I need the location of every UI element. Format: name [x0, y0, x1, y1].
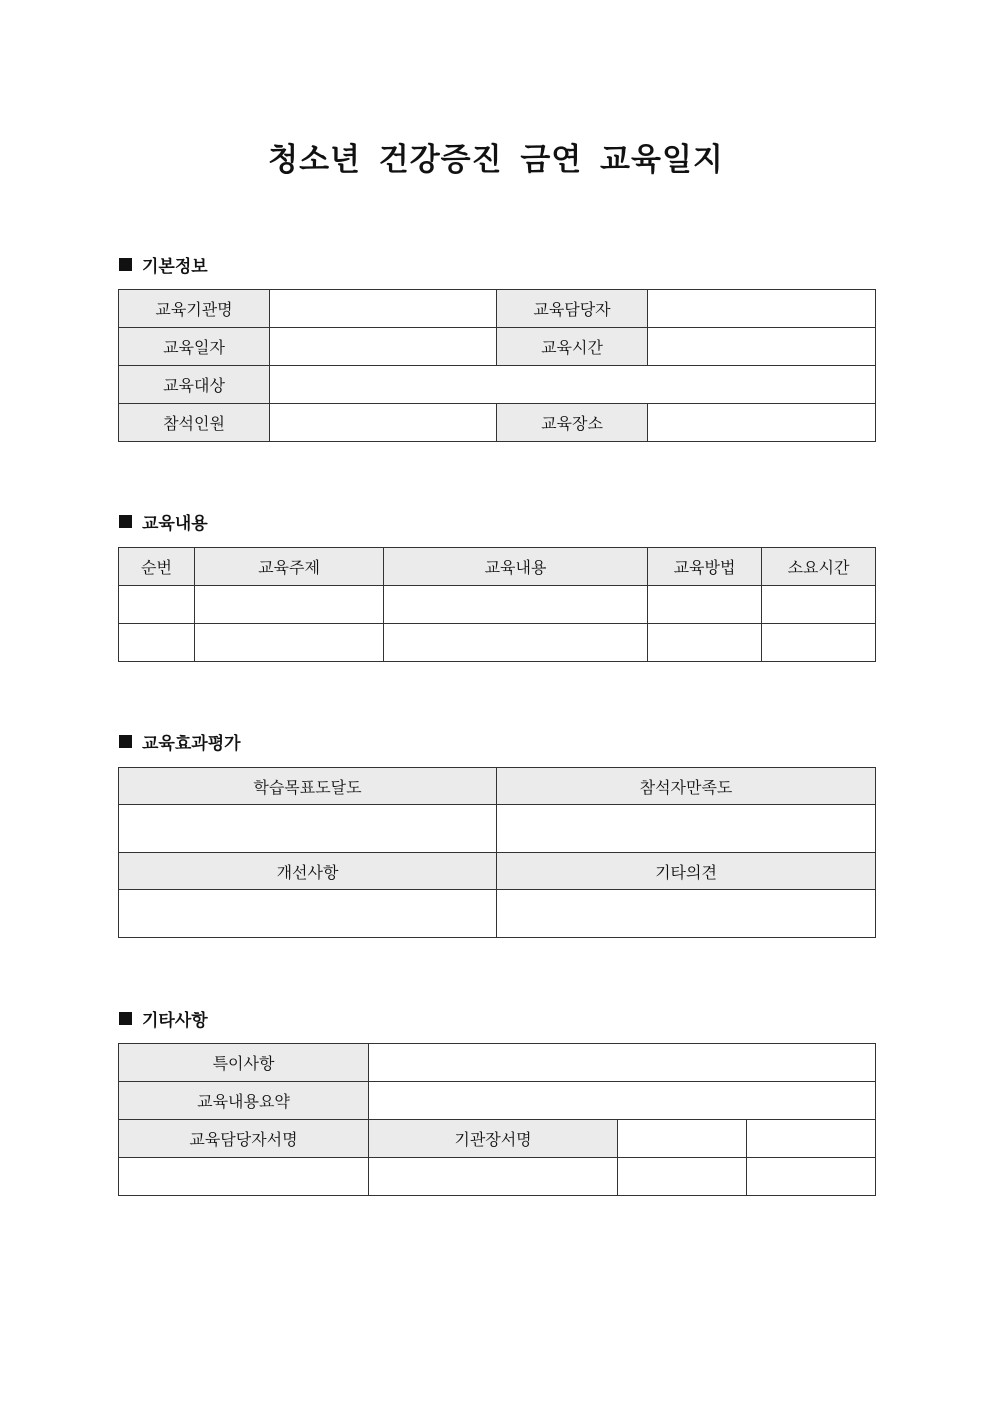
place-field[interactable] [648, 404, 876, 442]
section-heading-label: 기타사항 [142, 1010, 208, 1031]
attendees-field[interactable] [270, 404, 497, 442]
section-heading-basic-info [119, 252, 208, 276]
table-cell[interactable] [762, 624, 876, 662]
section-heading-label: 기본정보 [142, 256, 208, 277]
square-bullet-icon [119, 515, 132, 528]
table-cell[interactable] [648, 586, 762, 624]
special-label: 특이사항 [119, 1044, 369, 1082]
table-cell[interactable] [648, 624, 762, 662]
summary-label: 교육내용요약 [119, 1082, 369, 1120]
table-cell[interactable] [762, 586, 876, 624]
table-cell[interactable] [195, 624, 384, 662]
table-row [119, 366, 876, 404]
table-cell[interactable] [384, 624, 648, 662]
table-row [119, 586, 876, 624]
manager-field[interactable] [648, 290, 876, 328]
goal-label: 학습목표도달도 [119, 768, 497, 805]
table-header-row [119, 548, 876, 586]
column-header: 소요시간 [762, 548, 876, 586]
place-label: 교육장소 [497, 404, 648, 442]
square-bullet-icon [119, 258, 132, 271]
table-header-row [119, 853, 876, 890]
head-sign-field[interactable] [369, 1158, 618, 1196]
section-heading-evaluation [119, 729, 241, 753]
target-field[interactable] [270, 366, 876, 404]
table-row [119, 1158, 876, 1196]
institution-label: 교육기관명 [119, 290, 270, 328]
other-opinion-label: 기타의견 [497, 853, 876, 890]
section-heading-content [119, 509, 208, 533]
table-cell[interactable] [618, 1120, 747, 1158]
section-heading-label: 교육내용 [142, 513, 208, 534]
date-label: 교육일자 [119, 328, 270, 366]
table-row [119, 1082, 876, 1120]
table-header-row [119, 1120, 876, 1158]
table-cell[interactable] [747, 1158, 876, 1196]
special-field[interactable] [369, 1044, 876, 1082]
column-header: 교육주제 [195, 548, 384, 586]
other-opinion-field[interactable] [497, 890, 876, 938]
table-row [119, 890, 876, 938]
summary-field[interactable] [369, 1082, 876, 1120]
date-field[interactable] [270, 328, 497, 366]
table-cell[interactable] [747, 1120, 876, 1158]
satisfaction-field[interactable] [497, 805, 876, 853]
content-table [118, 547, 876, 662]
target-label: 교육대상 [119, 366, 270, 404]
table-row [119, 290, 876, 328]
table-row [119, 328, 876, 366]
head-sign-label: 기관장서명 [369, 1120, 618, 1158]
table-cell[interactable] [384, 586, 648, 624]
time-field[interactable] [648, 328, 876, 366]
table-cell[interactable] [119, 624, 195, 662]
table-row [119, 805, 876, 853]
table-cell[interactable] [119, 586, 195, 624]
manager-label: 교육담당자 [497, 290, 648, 328]
institution-field[interactable] [270, 290, 497, 328]
square-bullet-icon [119, 1012, 132, 1025]
basic-info-table [118, 289, 876, 442]
column-header: 순번 [119, 548, 195, 586]
table-row [119, 404, 876, 442]
table-cell[interactable] [195, 586, 384, 624]
satisfaction-label: 참석자만족도 [497, 768, 876, 805]
manager-sign-label: 교육담당자서명 [119, 1120, 369, 1158]
table-row [119, 1044, 876, 1082]
evaluation-table [118, 767, 876, 938]
improvement-field[interactable] [119, 890, 497, 938]
table-row [119, 624, 876, 662]
section-heading-etc [119, 1006, 208, 1030]
section-heading-label: 교육효과평가 [142, 733, 241, 754]
table-header-row [119, 768, 876, 805]
column-header: 교육내용 [384, 548, 648, 586]
column-header: 교육방법 [648, 548, 762, 586]
attendees-label: 참석인원 [119, 404, 270, 442]
manager-sign-field[interactable] [119, 1158, 369, 1196]
page-title: 청소년 건강증진 금연 교육일지 [268, 142, 724, 178]
square-bullet-icon [119, 735, 132, 748]
improvement-label: 개선사항 [119, 853, 497, 890]
table-cell[interactable] [618, 1158, 747, 1196]
goal-field[interactable] [119, 805, 497, 853]
time-label: 교육시간 [497, 328, 648, 366]
etc-table [118, 1043, 876, 1196]
